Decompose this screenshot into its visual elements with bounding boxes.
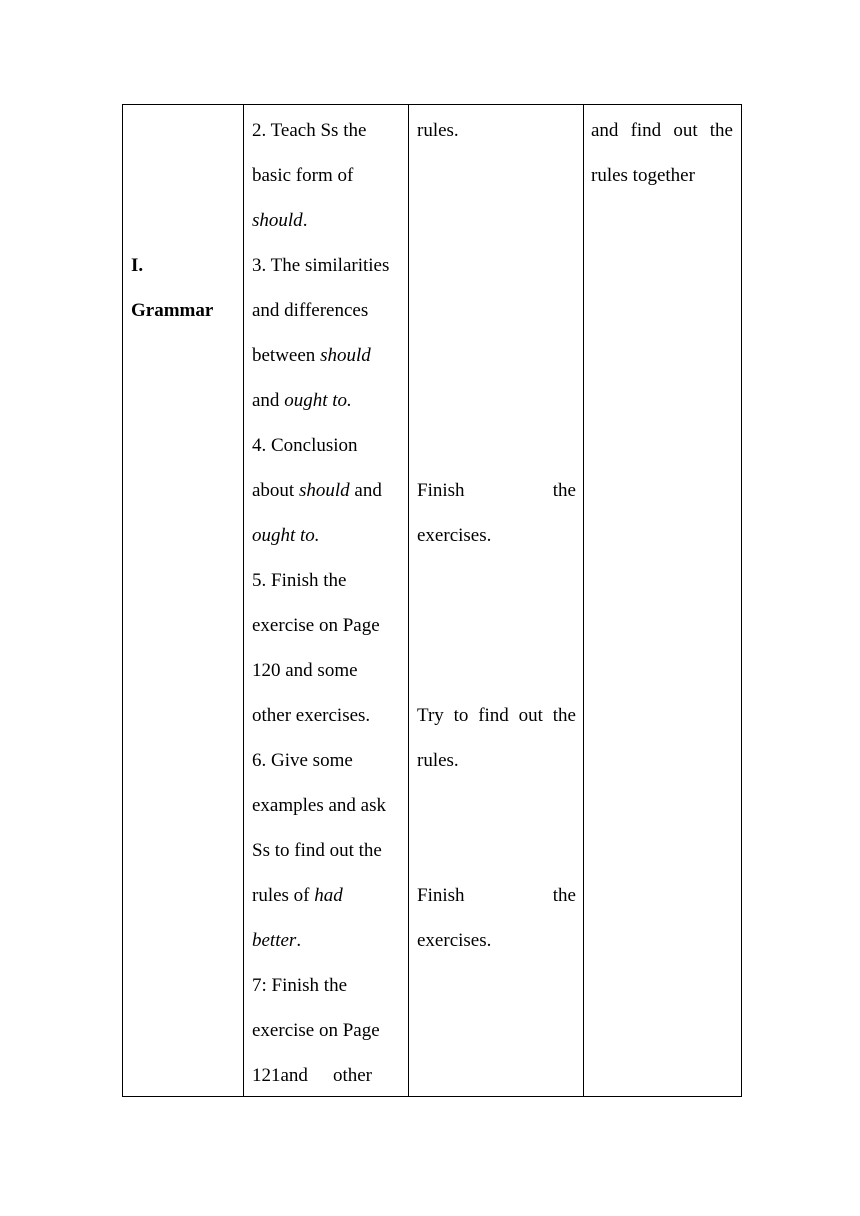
text-line: 3. The similarities (252, 255, 390, 276)
text-line: 7: Finish the (252, 975, 348, 996)
text-line: 5. Finish the (252, 570, 347, 591)
text-line: and find out the (591, 120, 733, 141)
text-line: exercises. (417, 525, 492, 546)
text-line: exercise on Page (252, 1020, 380, 1041)
text-line: better. (252, 930, 302, 951)
text-line: Finish the (417, 885, 576, 906)
text-line: basic form of (252, 165, 354, 186)
lesson-plan-table (122, 104, 742, 1097)
text-line: and ought to. (252, 390, 352, 411)
text-line: rules of had (252, 885, 343, 906)
purpose-cell (584, 105, 742, 1097)
text-line: rules. (417, 750, 459, 771)
text-line: between should (252, 345, 371, 366)
step-number: I. (131, 255, 144, 276)
text-line: about should and (252, 480, 382, 501)
step-column-cell (123, 105, 244, 1097)
text-line: 120 and some (252, 660, 358, 681)
text-line: Finish the (417, 480, 576, 501)
text-line: examples and ask (252, 795, 387, 816)
step-title: Grammar (131, 300, 214, 321)
text-line: exercise on Page (252, 615, 380, 636)
text-line: ought to. (252, 525, 320, 546)
text-line: and differences (252, 300, 369, 321)
teacher-activity-cell (244, 105, 409, 1097)
text-line: Ss to find out the (252, 840, 382, 861)
text-line: rules. (417, 120, 459, 141)
text-line: Try to find out the (417, 705, 576, 726)
text-line: exercises. (417, 930, 492, 951)
text-line: other exercises. (252, 705, 371, 726)
text-line: 2. Teach Ss the (252, 120, 367, 141)
table-row (123, 105, 742, 1097)
text-line: 6. Give some (252, 750, 353, 771)
text-line: 121and other (252, 1065, 372, 1086)
text-line: 4. Conclusion (252, 435, 358, 456)
student-activity-cell (409, 105, 584, 1097)
text-line: should. (252, 210, 308, 231)
text-line: rules together (591, 165, 695, 186)
